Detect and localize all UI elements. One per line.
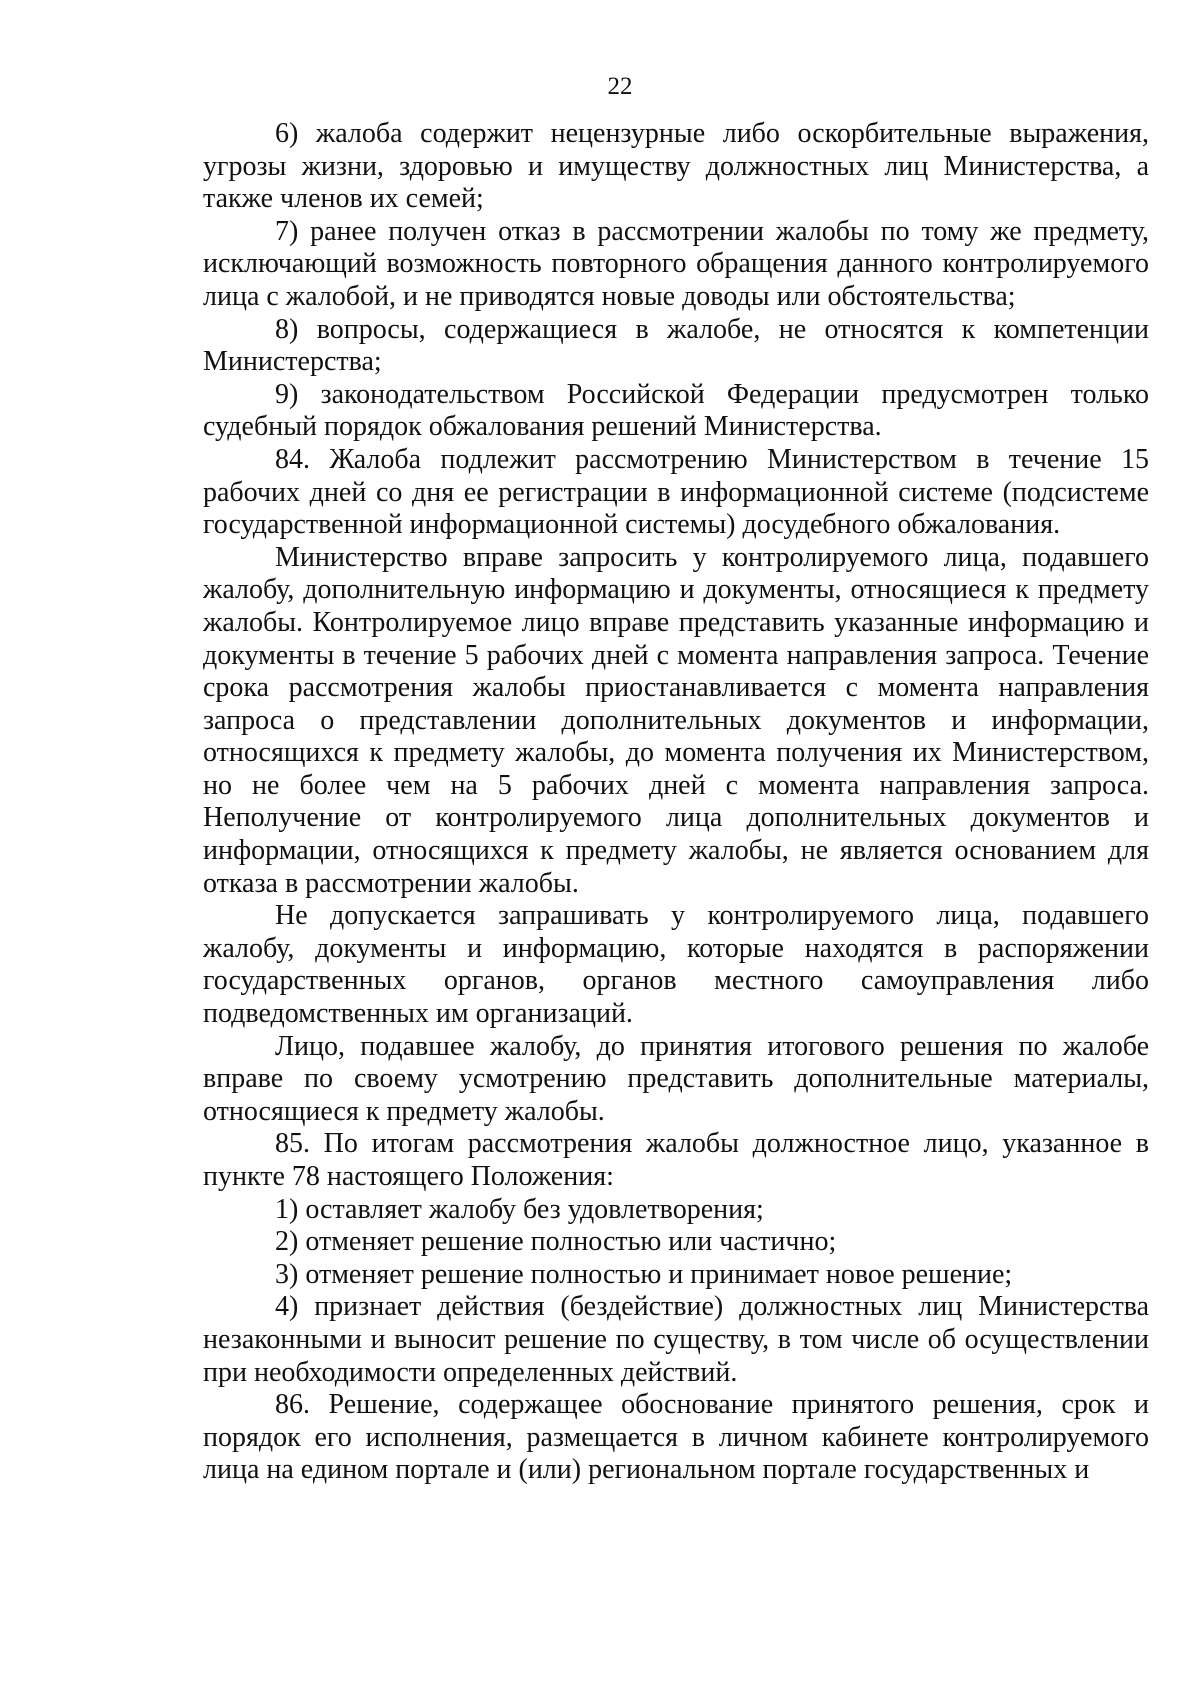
page-number: 22 <box>607 73 633 100</box>
paragraph-item-9: 9) законодательством Российской Федерации предусмотрен только судебный порядок обжалования решений Министерства. <box>203 378 1149 443</box>
paragraph-item-7: 7) ранее получен отказ в рассмотрении жалобы по тому же предмету, исключающий возможность повторного обращения данного контролируемого лица с жалобой, и не приводятся новые доводы или обстоятельства; <box>203 215 1149 312</box>
paragraph-84-additional-materials: Лицо, подавшее жалобу, до принятия итогового решения по жалобе вправе по своему усмотрению представить дополнительные материалы, относящиеся к предмету жалобы. <box>203 1030 1149 1127</box>
paragraph-item-6: 6) жалоба содержит нецензурные либо оскорбительные выражения, угрозы жизни, здоровью и имуществу должностных лиц Министерства, а также членов их семей; <box>203 118 1149 215</box>
paragraph-85-item-2: 2) отменяет решение полностью или частично; <box>275 1226 837 1258</box>
paragraph-84: 84. Жалоба подлежит рассмотрению Министерством в течение 15 рабочих дней со дня ее регистрации в информационной системе (подсистеме государственной информационной системы) досудебного обжалования. <box>203 443 1149 541</box>
paragraph-85: 85. По итогам рассмотрения жалобы должностное лицо, указанное в пункте 78 настоящего Положения: <box>203 1128 1149 1192</box>
paragraph-item-8: 8) вопросы, содержащиеся в жалобе, не относятся к компетенции Министерства; <box>203 313 1149 378</box>
paragraph-85-item-1: 1) оставляет жалобу без удовлетворения; <box>275 1193 764 1225</box>
paragraph-86: 86. Решение, содержащее обоснование принятого решения, срок и порядок его исполнения, размещается в личном кабинете контролируемого лица на едином портале и (или) региональном портале государственных и <box>203 1389 1149 1486</box>
paragraph-85-item-3: 3) отменяет решение полностью и принимает новое решение; <box>275 1258 1013 1290</box>
paragraph-84-restriction: Не допускается запрашивать у контролируемого лица, подавшего жалобу, документы и информацию, которые находятся в распоряжении государственных органов, органов местного самоуправления либо подведомственных им организаций. <box>203 900 1149 1030</box>
document-body <box>203 118 1149 1487</box>
paragraph-85-item-4: 4) признает действия (бездействие) должностных лиц Министерства незаконными и выносит решение по существу, в том числе об осуществлении при необходимости определенных действий. <box>203 1291 1149 1388</box>
paragraph-84-request: Министерство вправе запросить у контролируемого лица, подавшего жалобу, дополнительную информацию и документы, относящиеся к предмету жалобы. Контролируемое лицо вправе представить указанные информацию и документы в течение 5 рабочих дней с момента направления запроса. Течение срока рассмотрения жалобы приостанавливается с момента направления запроса о представлении дополнительных документов и информации, относящихся к предмету жалобы, до момента получения их Министерством, но не более чем на 5 рабочих дней с момента направления запроса. Неполучение от контролируемого лица дополнительных документов и информации, относящихся к предмету жалобы, не является основанием для отказа в рассмотрении жалобы. <box>203 541 1149 899</box>
